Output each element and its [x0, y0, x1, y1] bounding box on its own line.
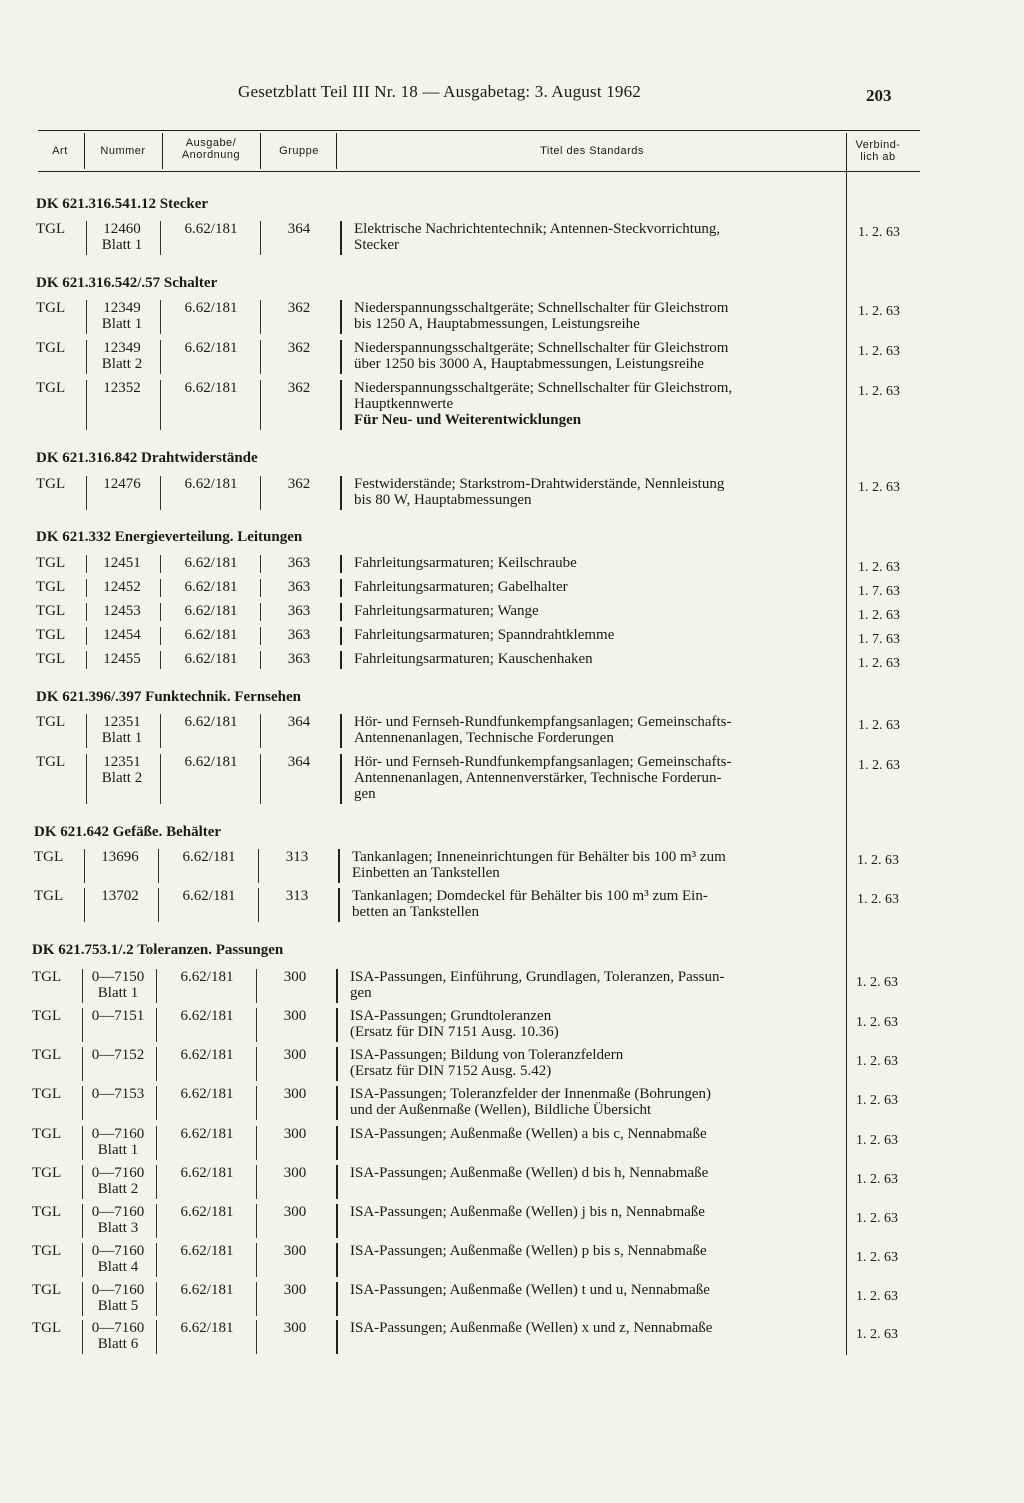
art-cell: TGL [32, 969, 62, 985]
cell-separator [86, 627, 87, 645]
art-cell: TGL [32, 1282, 62, 1298]
cell-separator [260, 651, 261, 669]
cell-separator [256, 1243, 257, 1277]
cell-separator [336, 1320, 338, 1354]
cell-separator [340, 476, 342, 510]
cell-separator [158, 888, 159, 922]
column-header-ausgabe: Ausgabe/ Anordnung [181, 137, 241, 161]
gruppe-cell: 300 [283, 1204, 307, 1220]
ausgabe-cell: 6.62/181 [184, 579, 238, 595]
titel-line: ISA-Passungen; Außenmaße (Wellen) x und z, Nennabmaße [350, 1320, 713, 1336]
cell-separator [258, 849, 259, 883]
gruppe-cell: 300 [283, 969, 307, 985]
ausgabe-cell: 6.62/181 [184, 380, 238, 396]
column-separator [84, 133, 85, 169]
gruppe-cell: 363 [287, 627, 311, 643]
verbindlich-date: 1. 2. 63 [858, 656, 900, 671]
gruppe-cell: 362 [287, 340, 311, 356]
cell-separator [336, 969, 338, 1003]
nummer-cell: 12454 [103, 627, 141, 643]
cell-separator [340, 300, 342, 334]
cell-separator [260, 380, 261, 430]
nummer-cell: 12460 [103, 221, 141, 237]
nummer-cell: 12455 [103, 651, 141, 667]
cell-separator [336, 1243, 338, 1277]
cell-separator [160, 651, 161, 669]
nummer-cell: 12351 [103, 754, 141, 770]
column-header-art: Art [52, 145, 68, 157]
verbindlich-date: 1. 2. 63 [856, 1211, 898, 1226]
ausgabe-cell: 6.62/181 [184, 476, 238, 492]
cell-separator [256, 1008, 257, 1042]
cell-separator [336, 1165, 338, 1199]
nummer-cell: Blatt 6 [97, 1336, 139, 1352]
gruppe-cell: 300 [283, 1086, 307, 1102]
cell-separator [84, 888, 85, 922]
nummer-cell: 0—7151 [91, 1008, 145, 1024]
nummer-cell: Blatt 2 [101, 770, 143, 786]
titel-line: Fahrleitungsarmaturen; Wange [354, 603, 539, 619]
running-head: Gesetzblatt Teil III Nr. 18 — Ausgabetag: 3. August 1962 [238, 82, 641, 101]
titel-line: Fahrleitungsarmaturen; Spanndrahtklemme [354, 627, 615, 643]
cell-separator [260, 300, 261, 334]
section-heading: DK 621.316.842 Drahtwiderstände [36, 450, 258, 466]
cell-separator [82, 1086, 83, 1120]
titel-line: ISA-Passungen; Außenmaße (Wellen) a bis c, Nennabmaße [350, 1126, 707, 1142]
titel-line: ISA-Passungen; Grundtoleranzen [350, 1008, 552, 1024]
cell-separator [160, 579, 161, 597]
titel-line: Niederspannungsschaltgeräte; Schnellschalter für Gleichstrom [354, 300, 729, 316]
ausgabe-cell: 6.62/181 [184, 221, 238, 237]
art-cell: TGL [36, 221, 66, 237]
cell-separator [86, 651, 87, 669]
verbindlich-date: 1. 2. 63 [858, 758, 900, 773]
gruppe-cell: 364 [287, 221, 311, 237]
titel-line: Elektrische Nachrichtentechnik; Antennen-Steckvorrichtung, [354, 221, 721, 237]
nummer-cell: 12352 [103, 380, 141, 396]
cell-separator [336, 1204, 338, 1238]
column-separator [260, 133, 261, 169]
cell-separator [256, 1165, 257, 1199]
verbindlich-date: 1. 7. 63 [858, 632, 900, 647]
verbindlich-date: 1. 2. 63 [856, 1289, 898, 1304]
titel-line: ISA-Passungen, Einführung, Grundlagen, Toleranzen, Passun- [350, 969, 725, 985]
cell-separator [160, 627, 161, 645]
gruppe-cell: 300 [283, 1243, 307, 1259]
cell-separator [260, 603, 261, 621]
section-heading: DK 621.332 Energieverteilung. Leitungen [36, 529, 303, 545]
cell-separator [260, 754, 261, 804]
nummer-cell: 12453 [103, 603, 141, 619]
nummer-cell: 13702 [101, 888, 139, 904]
art-cell: TGL [36, 579, 66, 595]
section-heading: DK 621.753.1/.2 Toleranzen. Passungen [32, 942, 284, 958]
titel-line: Niederspannungsschaltgeräte; Schnellschalter für Gleichstrom [354, 340, 729, 356]
column-header-gruppe: Gruppe [279, 145, 319, 157]
cell-separator [160, 476, 161, 510]
cell-separator [336, 1086, 338, 1120]
verbindlich-date: 1. 2. 63 [856, 1093, 898, 1108]
titel-line: Tankanlagen; Domdeckel für Behälter bis 100 m³ zum Ein- [352, 888, 708, 904]
verbindlich-date: 1. 2. 63 [856, 1015, 898, 1030]
nummer-cell: 0—7160 [91, 1282, 145, 1298]
nummer-cell: Blatt 4 [97, 1259, 139, 1275]
titel-line: Festwiderstände; Starkstrom-Drahtwiderstände, Nennleistung [354, 476, 725, 492]
cell-separator [82, 1047, 83, 1081]
gruppe-cell: 364 [287, 754, 311, 770]
cell-separator [156, 1204, 157, 1238]
gruppe-cell: 300 [283, 1126, 307, 1142]
gruppe-cell: 300 [283, 1008, 307, 1024]
cell-separator [340, 555, 342, 573]
cell-separator [260, 555, 261, 573]
art-cell: TGL [32, 1320, 62, 1336]
cell-separator [86, 754, 87, 804]
nummer-cell: 12451 [103, 555, 141, 571]
cell-separator [256, 969, 257, 1003]
art-cell: TGL [36, 300, 66, 316]
art-cell: TGL [32, 1047, 62, 1063]
titel-line: Antennenanlagen, Antennenverstärker, Technische Forderun- [354, 770, 722, 786]
cell-separator [156, 1282, 157, 1316]
verbindlich-column-rule [846, 133, 847, 1355]
verbindlich-date: 1. 2. 63 [856, 1327, 898, 1342]
nummer-cell: Blatt 1 [97, 985, 139, 1001]
gruppe-cell: 300 [283, 1282, 307, 1298]
cell-separator [340, 714, 342, 748]
titel-line: gen [350, 985, 372, 1001]
cell-separator [156, 1243, 157, 1277]
cell-separator [82, 1282, 83, 1316]
cell-separator [156, 969, 157, 1003]
cell-separator [86, 221, 87, 255]
titel-line: Einbetten an Tankstellen [352, 865, 500, 881]
nummer-cell: 0—7160 [91, 1126, 145, 1142]
art-cell: TGL [32, 1204, 62, 1220]
art-cell: TGL [36, 340, 66, 356]
titel-line: (Ersatz für DIN 7152 Ausg. 5.42) [350, 1063, 552, 1079]
gruppe-cell: 300 [283, 1165, 307, 1181]
titel-line: Hör- und Fernseh-Rundfunkempfangsanlagen; Gemeinschafts- [354, 754, 732, 770]
cell-separator [160, 340, 161, 374]
titel-line: (Ersatz für DIN 7151 Ausg. 10.36) [350, 1024, 559, 1040]
cell-separator [82, 1165, 83, 1199]
verbindlich-date: 1. 2. 63 [858, 225, 900, 240]
cell-separator [86, 476, 87, 510]
nummer-cell: Blatt 1 [101, 730, 143, 746]
cell-separator [256, 1047, 257, 1081]
ausgabe-cell: 6.62/181 [180, 1282, 234, 1298]
nummer-cell: 0—7160 [91, 1243, 145, 1259]
cell-separator [256, 1126, 257, 1160]
nummer-cell: 0—7152 [91, 1047, 145, 1063]
art-cell: TGL [32, 1243, 62, 1259]
titel-line: Fahrleitungsarmaturen; Gabelhalter [354, 579, 568, 595]
nummer-cell: Blatt 1 [101, 316, 143, 332]
cell-separator [156, 1165, 157, 1199]
titel-line: Hör- und Fernseh-Rundfunkempfangsanlagen; Gemeinschafts- [354, 714, 732, 730]
nummer-cell: 0—7153 [91, 1086, 145, 1102]
cell-separator [86, 300, 87, 334]
verbindlich-date: 1. 2. 63 [857, 853, 899, 868]
cell-separator [160, 603, 161, 621]
titel-line: ISA-Passungen; Außenmaße (Wellen) p bis s, Nennabmaße [350, 1243, 707, 1259]
gruppe-cell: 364 [287, 714, 311, 730]
ausgabe-cell: 6.62/181 [180, 1086, 234, 1102]
verbindlich-date: 1. 2. 63 [858, 384, 900, 399]
ausgabe-cell: 6.62/181 [184, 300, 238, 316]
cell-separator [156, 1126, 157, 1160]
nummer-cell: 0—7160 [91, 1320, 145, 1336]
titel-line: gen [354, 786, 376, 802]
ausgabe-cell: 6.62/181 [184, 555, 238, 571]
ausgabe-cell: 6.62/181 [184, 627, 238, 643]
nummer-cell: 12452 [103, 579, 141, 595]
gruppe-cell: 313 [285, 888, 309, 904]
cell-separator [82, 1008, 83, 1042]
verbindlich-date: 1. 2. 63 [856, 1172, 898, 1187]
ausgabe-cell: 6.62/181 [182, 849, 236, 865]
cell-separator [258, 888, 259, 922]
nummer-cell: Blatt 2 [101, 356, 143, 372]
ausgabe-cell: 6.62/181 [180, 1204, 234, 1220]
titel-line: ISA-Passungen; Außenmaße (Wellen) t und u, Nennabmaße [350, 1282, 710, 1298]
gruppe-cell: 313 [285, 849, 309, 865]
cell-separator [336, 1282, 338, 1316]
verbindlich-date: 1. 2. 63 [858, 304, 900, 319]
cell-separator [340, 754, 342, 804]
titel-note-bold: Für Neu- und Weiterentwicklungen [354, 412, 582, 428]
header-rule-top [38, 130, 920, 131]
cell-separator [160, 555, 161, 573]
art-cell: TGL [32, 1165, 62, 1181]
gruppe-cell: 300 [283, 1320, 307, 1336]
nummer-cell: Blatt 2 [97, 1181, 139, 1197]
cell-separator [338, 888, 340, 922]
cell-separator [82, 969, 83, 1003]
nummer-cell: 13696 [101, 849, 139, 865]
titel-line: ISA-Passungen; Außenmaße (Wellen) d bis h, Nennabmaße [350, 1165, 709, 1181]
cell-separator [84, 849, 85, 883]
nummer-cell: 0—7150 [91, 969, 145, 985]
nummer-cell: Blatt 1 [101, 237, 143, 253]
titel-line: betten an Tankstellen [352, 904, 479, 920]
gruppe-cell: 363 [287, 555, 311, 571]
nummer-cell: 12476 [103, 476, 141, 492]
gruppe-cell: 362 [287, 476, 311, 492]
cell-separator [86, 340, 87, 374]
header-rule-bottom [38, 171, 920, 172]
cell-separator [340, 340, 342, 374]
ausgabe-cell: 6.62/181 [184, 603, 238, 619]
ausgabe-cell: 6.62/181 [180, 969, 234, 985]
cell-separator [156, 1008, 157, 1042]
cell-separator [160, 380, 161, 430]
verbindlich-date: 1. 7. 63 [858, 584, 900, 599]
ausgabe-cell: 6.62/181 [182, 888, 236, 904]
titel-line: Fahrleitungsarmaturen; Keilschraube [354, 555, 577, 571]
cell-separator [158, 849, 159, 883]
ausgabe-cell: 6.62/181 [184, 340, 238, 356]
verbindlich-date: 1. 2. 63 [858, 718, 900, 733]
cell-separator [260, 579, 261, 597]
ausgabe-cell: 6.62/181 [180, 1008, 234, 1024]
cell-separator [156, 1047, 157, 1081]
ausgabe-cell: 6.62/181 [184, 651, 238, 667]
ausgabe-cell: 6.62/181 [180, 1047, 234, 1063]
art-cell: TGL [32, 1008, 62, 1024]
cell-separator [340, 603, 342, 621]
column-header-titel: Titel des Standards [540, 145, 644, 157]
art-cell: TGL [36, 603, 66, 619]
section-heading: DK 621.642 Gefäße. Behälter [34, 824, 222, 840]
cell-separator [160, 754, 161, 804]
art-cell: TGL [36, 651, 66, 667]
verbindlich-date: 1. 2. 63 [856, 975, 898, 990]
cell-separator [340, 380, 342, 430]
ausgabe-cell: 6.62/181 [180, 1320, 234, 1336]
ausgabe-cell: 6.62/181 [184, 714, 238, 730]
art-cell: TGL [36, 627, 66, 643]
verbindlich-date: 1. 2. 63 [856, 1133, 898, 1148]
verbindlich-date: 1. 2. 63 [858, 480, 900, 495]
titel-line: bis 1250 A, Hauptabmessungen, Leistungsreihe [354, 316, 640, 332]
cell-separator [82, 1126, 83, 1160]
column-separator [336, 133, 337, 169]
nummer-cell: Blatt 3 [97, 1220, 139, 1236]
cell-separator [86, 579, 87, 597]
section-heading: DK 621.316.542/.57 Schalter [36, 275, 218, 291]
art-cell: TGL [36, 380, 66, 396]
art-cell: TGL [34, 888, 64, 904]
gruppe-cell: 362 [287, 380, 311, 396]
verbindlich-date: 1. 2. 63 [858, 560, 900, 575]
cell-separator [336, 1047, 338, 1081]
section-heading: DK 621.316.541.12 Stecker [36, 196, 209, 212]
art-cell: TGL [32, 1086, 62, 1102]
cell-separator [260, 340, 261, 374]
nummer-cell: 12349 [103, 300, 141, 316]
verbindlich-date: 1. 2. 63 [858, 344, 900, 359]
cell-separator [86, 555, 87, 573]
nummer-cell: 12349 [103, 340, 141, 356]
titel-line: über 1250 bis 3000 A, Hauptabmessungen, Leistungsreihe [354, 356, 704, 372]
art-cell: TGL [36, 476, 66, 492]
cell-separator [156, 1086, 157, 1120]
titel-line: Stecker [354, 237, 399, 253]
column-separator [162, 133, 163, 169]
cell-separator [256, 1320, 257, 1354]
titel-line: Antennenanlagen, Technische Forderungen [354, 730, 614, 746]
cell-separator [160, 714, 161, 748]
art-cell: TGL [36, 555, 66, 571]
cell-separator [156, 1320, 157, 1354]
titel-line: und der Außenmaße (Wellen), Bildliche Übersicht [350, 1102, 652, 1118]
cell-separator [340, 627, 342, 645]
titel-line: bis 80 W, Hauptabmessungen [354, 492, 532, 508]
art-cell: TGL [32, 1126, 62, 1142]
gruppe-cell: 362 [287, 300, 311, 316]
cell-separator [82, 1204, 83, 1238]
cell-separator [160, 221, 161, 255]
cell-separator [336, 1126, 338, 1160]
gruppe-cell: 363 [287, 651, 311, 667]
art-cell: TGL [34, 849, 64, 865]
cell-separator [338, 849, 340, 883]
verbindlich-date: 1. 2. 63 [858, 608, 900, 623]
cell-separator [340, 221, 342, 255]
cell-separator [86, 714, 87, 748]
column-header-verbindlich: Verbind- lich ab [855, 139, 901, 163]
column-header-nummer: Nummer [100, 145, 146, 157]
cell-separator [86, 603, 87, 621]
cell-separator [256, 1204, 257, 1238]
ausgabe-cell: 6.62/181 [184, 754, 238, 770]
cell-separator [260, 221, 261, 255]
ausgabe-cell: 6.62/181 [180, 1243, 234, 1259]
cell-separator [340, 579, 342, 597]
cell-separator [336, 1008, 338, 1042]
cell-separator [260, 627, 261, 645]
titel-line: Hauptkennwerte [354, 396, 454, 412]
cell-separator [340, 651, 342, 669]
titel-line: ISA-Passungen; Außenmaße (Wellen) j bis n, Nennabmaße [350, 1204, 705, 1220]
gruppe-cell: 363 [287, 603, 311, 619]
cell-separator [260, 714, 261, 748]
verbindlich-date: 1. 2. 63 [856, 1054, 898, 1069]
titel-line: Tankanlagen; Inneneinrichtungen für Behälter bis 100 m³ zum [352, 849, 726, 865]
gruppe-cell: 300 [283, 1047, 307, 1063]
cell-separator [260, 476, 261, 510]
gruppe-cell: 363 [287, 579, 311, 595]
verbindlich-date: 1. 2. 63 [857, 892, 899, 907]
art-cell: TGL [36, 754, 66, 770]
section-heading: DK 621.396/.397 Funktechnik. Fernsehen [36, 689, 302, 705]
nummer-cell: Blatt 5 [97, 1298, 139, 1314]
art-cell: TGL [36, 714, 66, 730]
cell-separator [256, 1086, 257, 1120]
verbindlich-date: 1. 2. 63 [856, 1250, 898, 1265]
cell-separator [86, 380, 87, 430]
nummer-cell: 0—7160 [91, 1204, 145, 1220]
cell-separator [82, 1320, 83, 1354]
nummer-cell: 0—7160 [91, 1165, 145, 1181]
titel-line: ISA-Passungen; Bildung von Toleranzfeldern [350, 1047, 624, 1063]
page-number: 203 [866, 86, 892, 105]
ausgabe-cell: 6.62/181 [180, 1126, 234, 1142]
titel-line: ISA-Passungen; Toleranzfelder der Innenmaße (Bohrungen) [350, 1086, 712, 1102]
cell-separator [160, 300, 161, 334]
titel-line: Niederspannungsschaltgeräte; Schnellschalter für Gleichstrom, [354, 380, 733, 396]
cell-separator [256, 1282, 257, 1316]
ausgabe-cell: 6.62/181 [180, 1165, 234, 1181]
cell-separator [82, 1243, 83, 1277]
nummer-cell: 12351 [103, 714, 141, 730]
titel-line: Fahrleitungsarmaturen; Kauschenhaken [354, 651, 593, 667]
nummer-cell: Blatt 1 [97, 1142, 139, 1158]
